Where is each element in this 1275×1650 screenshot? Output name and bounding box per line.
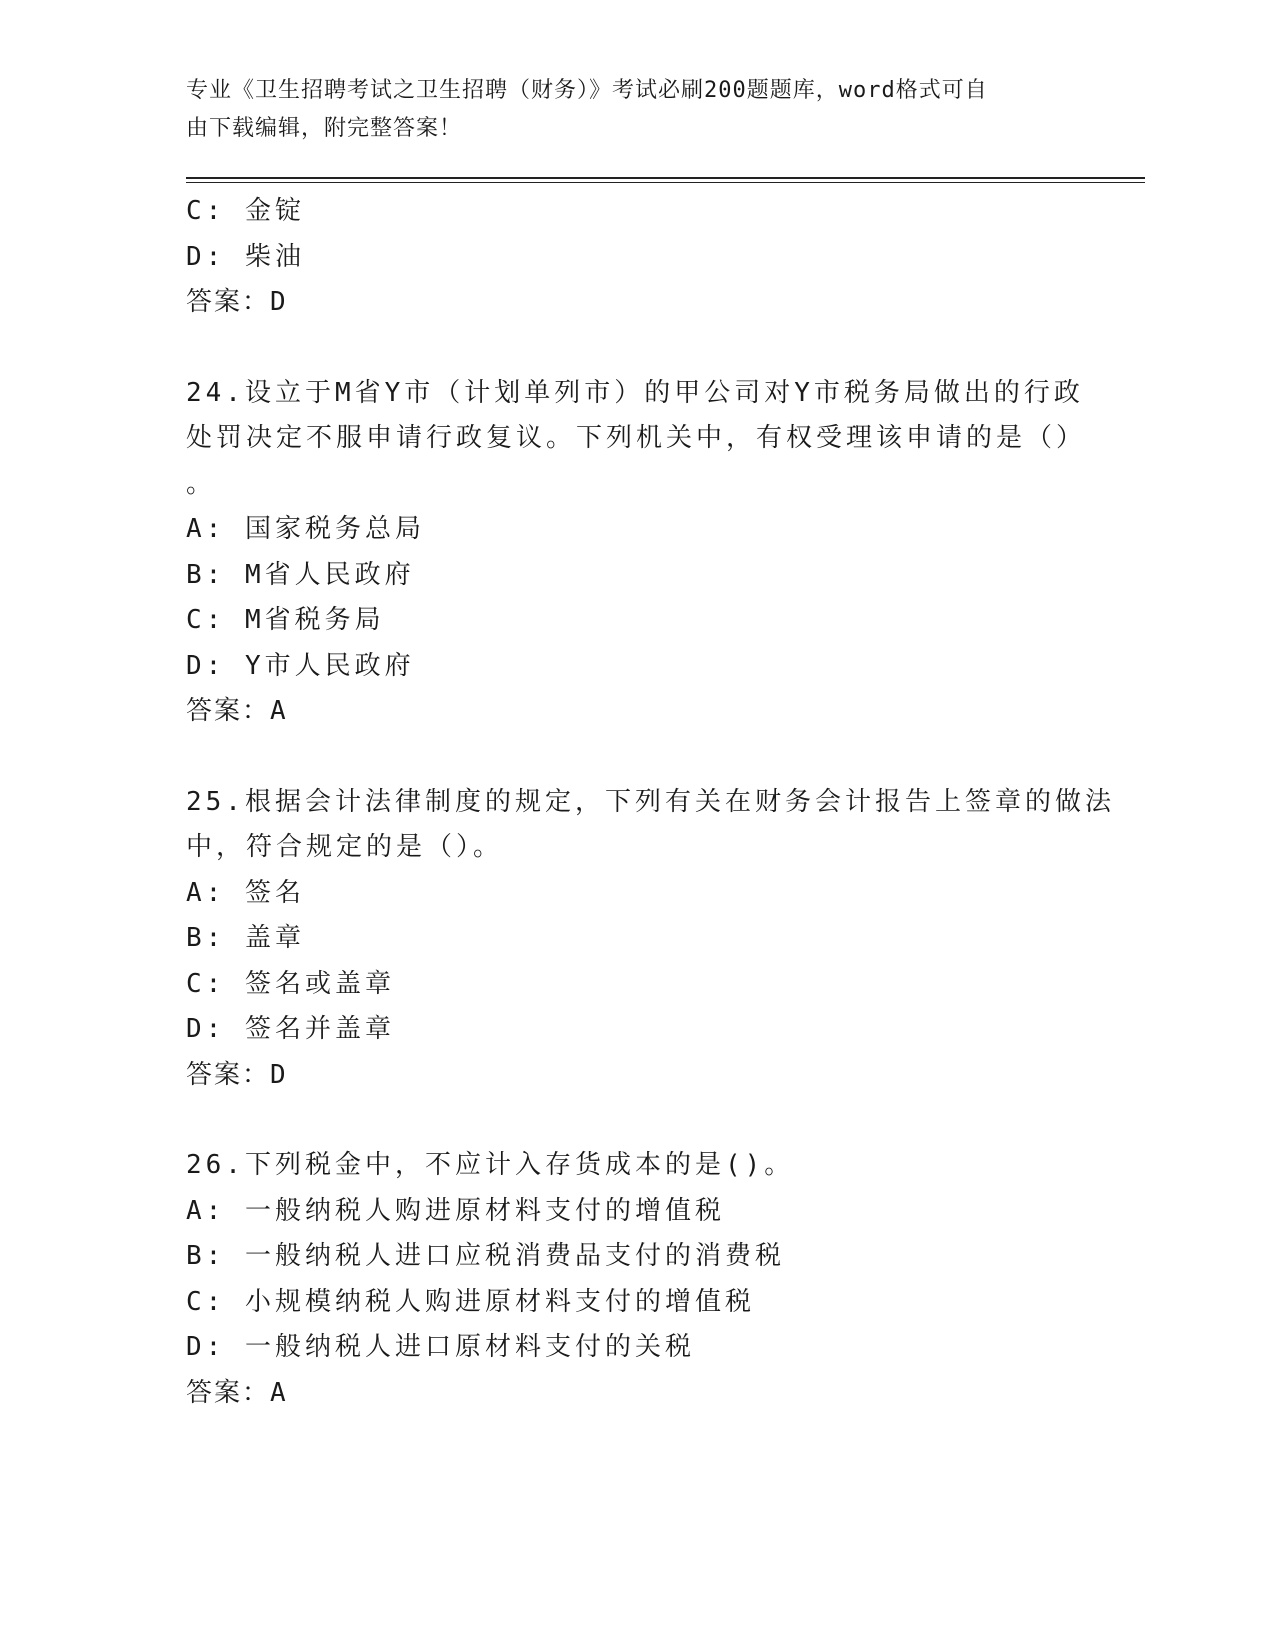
spacer <box>186 735 1086 780</box>
answer-line: 答案：A <box>186 696 288 726</box>
question-text-line: 26.下列税金中，不应计入存货成本的是()。 <box>186 1150 795 1180</box>
question-text-line: 处罚决定不服申请行政复议。下列机关中，有权受理该申请的是（） <box>186 423 1087 453</box>
answer-line: 答案：D <box>186 287 288 317</box>
option-a: A: 签名 <box>186 877 305 908</box>
option-c: C: 小规模纳税人购进原材料支付的增值税 <box>186 1286 755 1317</box>
header-rule-thin <box>186 182 1145 183</box>
option-d: D: 柴油 <box>186 241 305 272</box>
header-line-1: 专业《卫生招聘考试之卫生招聘（财务）》考试必刷200题题库，word格式可自 <box>186 78 988 103</box>
option-c: C: M省税务局 <box>186 605 385 635</box>
question-25 <box>186 780 1115 1099</box>
spacer <box>186 326 1086 371</box>
question-text-line: 25.根据会计法律制度的规定，下列有关在财务会计报告上签章的做法 <box>186 786 1115 817</box>
option-a: A: 一般纳税人购进原材料支付的增值税 <box>186 1195 725 1226</box>
option-c: C: 签名或盖章 <box>186 968 395 999</box>
question-text-line: 24.设立于M省Y市（计划单列市）的甲公司对Y市税务局做出的行政 <box>186 377 1084 408</box>
option-d: D: 签名并盖章 <box>186 1014 395 1044</box>
option-d: D: Y市人民政府 <box>186 650 415 681</box>
question-text-line: 。 <box>186 468 217 499</box>
header-rule-thick <box>186 177 1145 179</box>
answer-line: 答案：A <box>186 1377 288 1408</box>
option-b: B: 盖章 <box>186 923 305 953</box>
header-line-2: 由下载编辑，附完整答案！ <box>186 116 463 141</box>
document-body <box>186 189 1115 1416</box>
answer-line: 答案：D <box>186 1059 288 1090</box>
question-text-line: 中，符合规定的是（）。 <box>186 832 504 862</box>
option-d: D: 一般纳税人进口原材料支付的关税 <box>186 1332 695 1362</box>
option-c: C: 金锭 <box>186 196 305 226</box>
option-b: B: M省人民政府 <box>186 559 415 590</box>
previous-question-tail <box>186 189 1086 326</box>
option-b: B: 一般纳税人进口应税消费品支付的消费税 <box>186 1241 785 1271</box>
option-a: A: 国家税务总局 <box>186 514 425 544</box>
spacer <box>186 1098 1086 1143</box>
question-26 <box>186 1143 1086 1416</box>
document-header <box>186 72 1066 148</box>
question-24 <box>186 371 1086 735</box>
